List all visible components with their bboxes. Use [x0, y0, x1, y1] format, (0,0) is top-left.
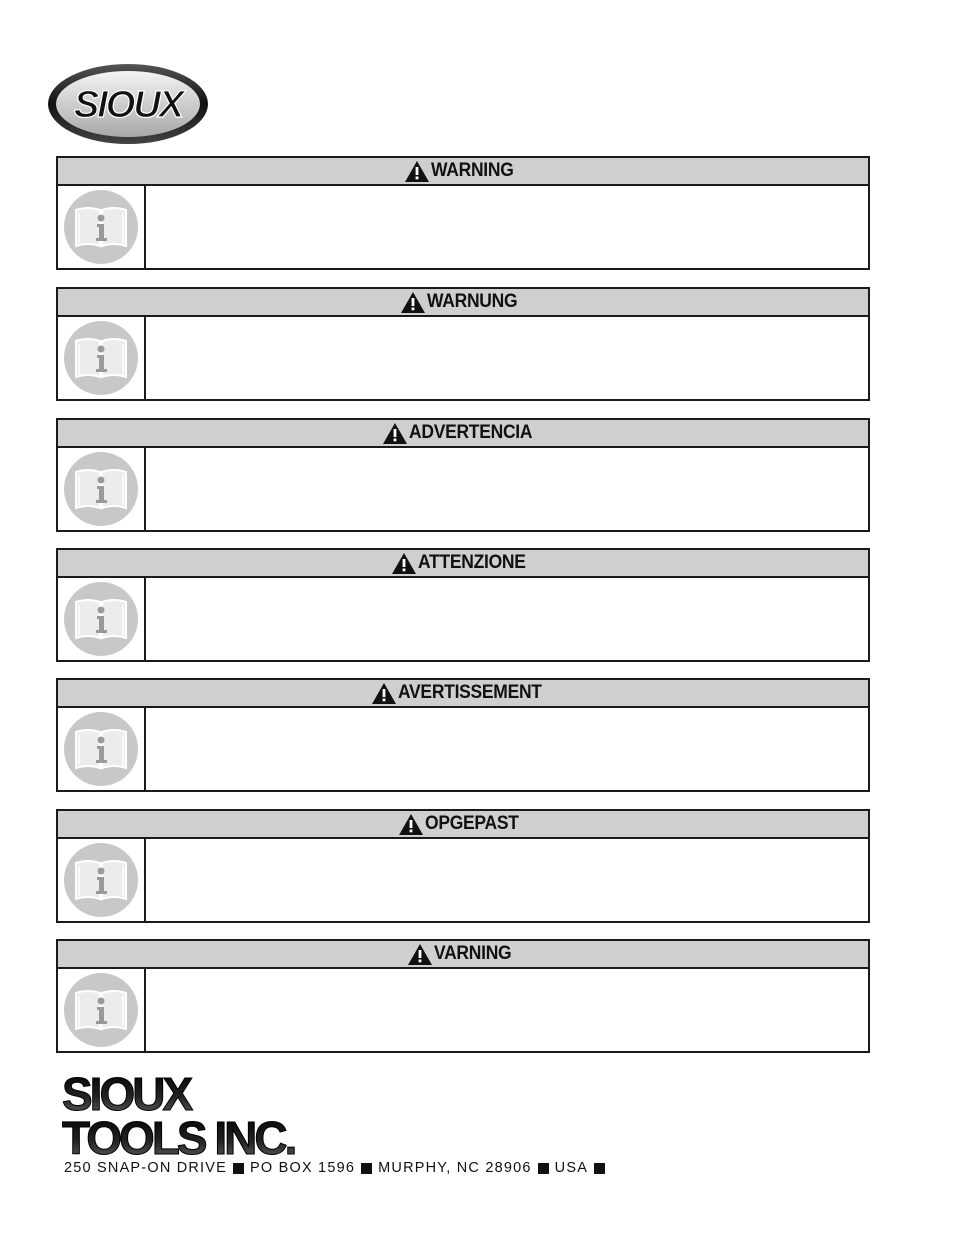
warning-triangle-icon	[383, 423, 407, 444]
warning-panel-body	[58, 708, 868, 790]
warning-panel	[56, 287, 870, 401]
manual-icon-cell	[58, 708, 146, 790]
svg-text:SIOUX: SIOUX	[62, 1070, 191, 1120]
warning-text-area	[146, 448, 868, 530]
manual-icon-cell	[58, 578, 146, 660]
warning-title: AVERTISSEMENT	[397, 682, 542, 703]
address-street: 250 SNAP-ON DRIVE	[64, 1160, 228, 1176]
warning-panel-header	[58, 550, 868, 578]
warning-panel-header	[58, 680, 868, 708]
warning-title: ATTENZIONE	[417, 552, 526, 573]
warning-triangle-icon	[399, 814, 423, 835]
warning-panel-body	[58, 578, 868, 660]
warning-panel	[56, 939, 870, 1053]
warning-triangle-icon	[372, 683, 396, 704]
separator-square-icon	[594, 1163, 605, 1174]
manual-icon-cell	[58, 186, 146, 268]
read-manual-icon	[62, 188, 140, 266]
warning-text-area	[146, 186, 868, 268]
sioux-logo	[46, 62, 210, 146]
warning-panel-body	[58, 448, 868, 530]
warning-panel-body	[58, 186, 868, 268]
warning-triangle-icon	[408, 944, 432, 965]
warning-panel-header	[58, 158, 868, 186]
warning-text-area	[146, 578, 868, 660]
svg-text:TOOLS INC.: TOOLS INC.	[62, 1112, 295, 1162]
read-manual-icon	[62, 319, 140, 397]
warning-text-area	[146, 317, 868, 399]
read-manual-icon	[62, 710, 140, 788]
warning-panel	[56, 156, 870, 270]
warning-panel	[56, 548, 870, 662]
separator-square-icon	[233, 1163, 244, 1174]
warning-triangle-icon	[405, 161, 429, 182]
separator-square-icon	[361, 1163, 372, 1174]
warning-title: WARNUNG	[426, 291, 518, 312]
warning-title: WARNING	[431, 160, 514, 181]
warning-panel-header	[58, 289, 868, 317]
warning-title: OPGEPAST	[425, 813, 519, 834]
manual-icon-cell	[58, 317, 146, 399]
separator-square-icon	[538, 1163, 549, 1174]
warning-text-area	[146, 969, 868, 1051]
warning-triangle-icon	[401, 292, 425, 313]
warning-panel	[56, 809, 870, 923]
warning-text-area	[146, 708, 868, 790]
warning-text-area	[146, 839, 868, 921]
manual-icon-cell	[58, 839, 146, 921]
read-manual-icon	[62, 841, 140, 919]
address-city: MURPHY, NC 28906	[378, 1160, 532, 1176]
company-address	[64, 1160, 611, 1176]
warning-title: ADVERTENCIA	[409, 422, 533, 443]
manual-icon-cell	[58, 448, 146, 530]
warning-panel	[56, 418, 870, 532]
warning-panel-header	[58, 811, 868, 839]
sioux-tools-logo	[62, 1070, 382, 1162]
svg-text:SIOUX: SIOUX	[73, 84, 183, 126]
manual-icon-cell	[58, 969, 146, 1051]
warning-panel-body	[58, 317, 868, 399]
warning-panel	[56, 678, 870, 792]
warning-panel-body	[58, 839, 868, 921]
address-pobox: PO BOX 1596	[250, 1160, 356, 1176]
read-manual-icon	[62, 580, 140, 658]
warning-title: VARNING	[433, 943, 512, 964]
read-manual-icon	[62, 450, 140, 528]
warning-panel-header	[58, 420, 868, 448]
warning-panel-body	[58, 969, 868, 1051]
read-manual-icon	[62, 971, 140, 1049]
warning-triangle-icon	[392, 553, 416, 574]
warning-panel-header	[58, 941, 868, 969]
address-country: USA	[554, 1160, 589, 1176]
